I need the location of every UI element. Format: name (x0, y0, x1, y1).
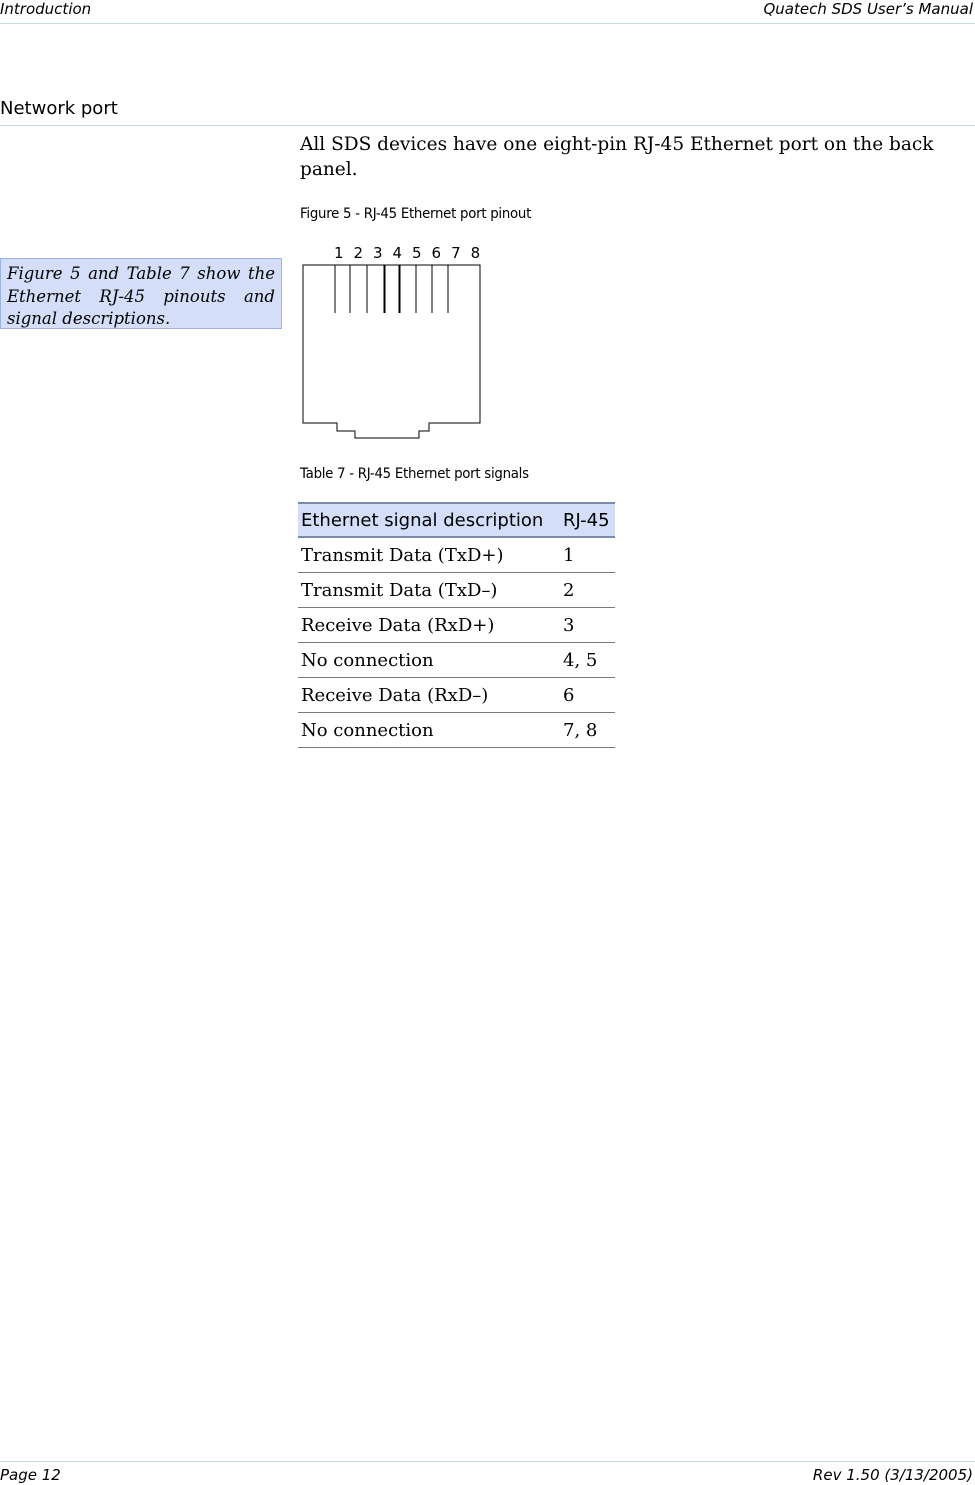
signal-pin: 6 (560, 678, 615, 713)
column-header-rj45: RJ-45 (560, 503, 615, 537)
signal-pin: 1 (560, 537, 615, 573)
table-row (298, 608, 615, 643)
figure-caption: Figure 5 - RJ-45 Ethernet port pinout (300, 206, 532, 222)
signal-description: No connection (298, 713, 560, 748)
table-row (298, 643, 615, 678)
table-caption: Table 7 - RJ-45 Ethernet port signals (300, 466, 529, 482)
rj45-port-outline (303, 265, 480, 438)
signal-description: Receive Data (RxD–) (298, 678, 560, 713)
table-row (298, 537, 615, 573)
ethernet-signals-table (298, 502, 615, 748)
section-title: Network port (0, 97, 975, 126)
table-row (298, 678, 615, 713)
rj45-port-diagram (300, 262, 484, 444)
signal-description: Receive Data (RxD+) (298, 608, 560, 643)
header-manual-title: Quatech SDS User’s Manual (763, 0, 973, 18)
column-header-description: Ethernet signal description (298, 503, 560, 537)
table-header-row (298, 503, 615, 537)
signal-pin: 2 (560, 573, 615, 608)
intro-paragraph: All SDS devices have one eight-pin RJ-45 Ethernet port on the back panel. (300, 134, 934, 180)
sidenote: Figure 5 and Table 7 show the Ethernet RJ-45 pinouts and signal descriptions. (0, 258, 282, 329)
page-footer (0, 1461, 975, 1485)
signal-description: Transmit Data (TxD–) (298, 573, 560, 608)
page-header (0, 0, 975, 24)
table-row (298, 713, 615, 748)
footer-revision: Rev 1.50 (3/13/2005) (812, 1466, 973, 1484)
rj45-pin-contacts (335, 265, 448, 313)
signal-pin: 3 (560, 608, 615, 643)
signal-pin: 4, 5 (560, 643, 615, 678)
signal-pin: 7, 8 (560, 713, 615, 748)
signal-description: No connection (298, 643, 560, 678)
pin-number-labels: 1 2 3 4 5 6 7 8 (334, 244, 483, 262)
signal-description: Transmit Data (TxD+) (298, 537, 560, 573)
footer-page-number: Page 12 (0, 1466, 61, 1484)
header-section-name: Introduction (0, 0, 92, 18)
table-row (298, 573, 615, 608)
